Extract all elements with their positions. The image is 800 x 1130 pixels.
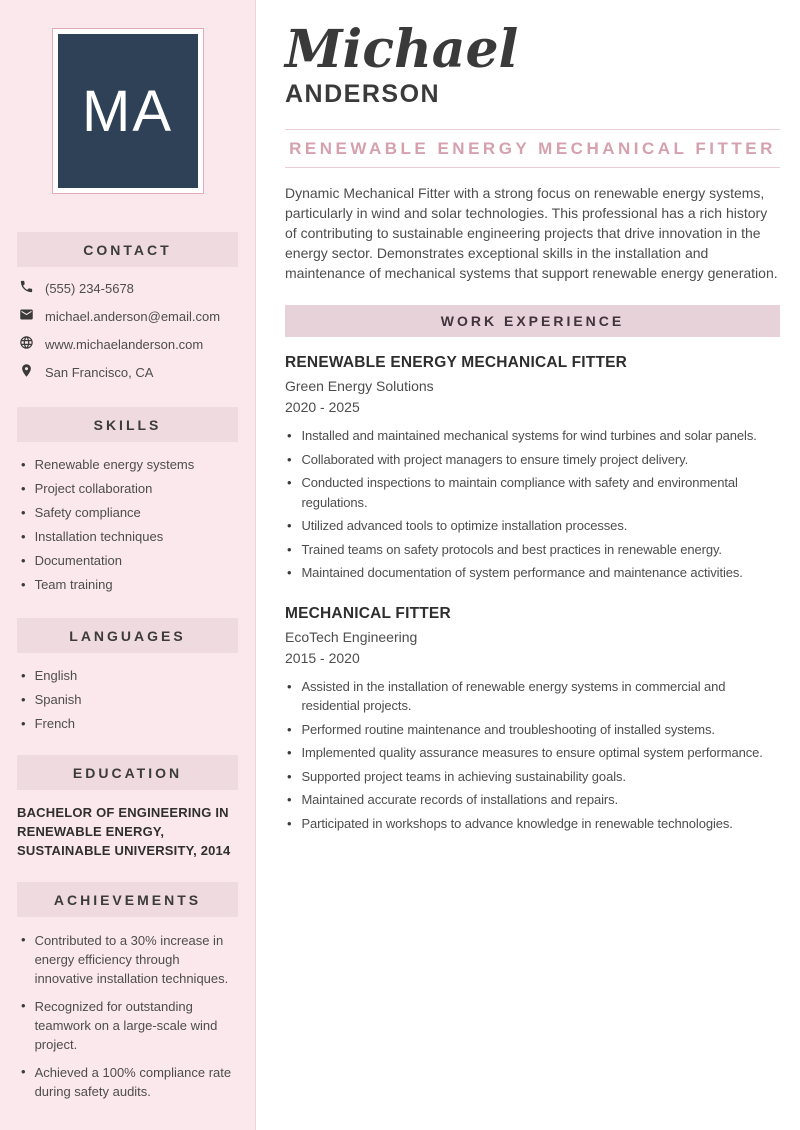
bullet-icon: •: [287, 541, 292, 557]
job-bullet-text: Participated in workshops to advance knowledge in renewable technologies.: [301, 815, 733, 831]
bullet-icon: •: [21, 692, 26, 707]
job-bullet-text: Supported project teams in achieving sustainability goals.: [301, 768, 626, 784]
contact-list: [17, 279, 238, 381]
job-bullet: [285, 516, 780, 536]
job-title: MECHANICAL FITTER: [285, 604, 451, 622]
job-title: RENEWABLE ENERGY MECHANICAL FITTER: [285, 354, 628, 371]
last-name: ANDERSON: [285, 80, 441, 108]
job-bullet: [285, 720, 780, 740]
bullet-icon: •: [287, 565, 292, 580]
contact-email: michael.anderson@email.com: [45, 308, 221, 324]
job-bullet: [285, 473, 780, 512]
bullet-icon: •: [21, 998, 26, 1013]
bullet-icon: •: [287, 792, 292, 807]
language-text: English: [34, 668, 78, 683]
bullet-icon: •: [21, 505, 26, 520]
job-bullet: [285, 767, 780, 787]
job-bullet-text: Trained teams on safety protocols and best practices in renewable energy.: [301, 541, 722, 557]
job-company: Green Energy Solutions: [285, 378, 434, 394]
contact-website: www.michaelanderson.com: [45, 336, 204, 352]
job-bullet-text: Maintained documentation of system performance and maintenance activities.: [301, 565, 743, 580]
skill-text: Renewable energy systems: [34, 457, 195, 472]
work-experience-section-title: WORK EXPERIENCE: [285, 305, 780, 337]
skill-item: [17, 552, 238, 570]
skill-item: [17, 456, 238, 474]
skill-item: [17, 576, 238, 594]
bullet-icon: •: [287, 678, 292, 694]
job-bullet: [285, 426, 780, 446]
bullet-icon: •: [21, 716, 26, 731]
role-title: RENEWABLE ENERGY MECHANICAL FITTER: [289, 139, 776, 158]
location-icon: [19, 363, 34, 381]
sidebar: [0, 0, 256, 1130]
language-text: French: [34, 716, 76, 731]
job-dates: 2020 - 2025: [285, 399, 360, 415]
job-bullet-list: [285, 426, 780, 583]
language-item: [17, 715, 238, 733]
achievements-list: [17, 931, 238, 1101]
bullet-icon: •: [287, 721, 292, 737]
email-icon: [19, 307, 34, 325]
bullet-icon: •: [287, 745, 292, 760]
skills-list: [17, 456, 238, 594]
skill-text: Installation techniques: [34, 529, 164, 544]
job-bullet-text: Implemented quality assurance measures to ensure optimal system performance.: [301, 745, 763, 760]
language-item: [17, 691, 238, 709]
language-item: [17, 667, 238, 685]
bullet-icon: •: [21, 457, 26, 472]
job-dates: 2015 - 2020: [285, 649, 360, 666]
contact-row-website: [17, 335, 238, 353]
contact-row-phone: [17, 279, 238, 297]
bullet-icon: •: [287, 815, 292, 831]
monogram-initials: MA: [82, 78, 173, 144]
professional-summary: Dynamic Mechanical Fitter with a strong focus on renewable energy systems, particularly in wind and solar technologies. This professional has a rich history of contributing to sustainable engineering projects that drive innovation in the energy sector. Demonstrates exceptional skills in the installation and maintenance of mechanical systems that support renewable energy generation.: [285, 185, 778, 281]
job-bullet-text: Maintained accurate records of installations and repairs.: [301, 792, 619, 807]
job-bullet-text: Utilized advanced tools to optimize installation processes.: [301, 518, 628, 533]
phone-icon: [19, 279, 34, 297]
bullet-icon: •: [21, 577, 26, 592]
skills-section-title: SKILLS: [17, 407, 238, 442]
skill-text: Safety compliance: [34, 505, 141, 520]
skill-text: Team training: [34, 577, 113, 592]
skill-text: Documentation: [34, 553, 123, 568]
bullet-icon: •: [21, 553, 26, 568]
globe-icon: [19, 335, 34, 353]
languages-section-title: LANGUAGES: [17, 618, 238, 653]
job-bullet-text: Performed routine maintenance and troubleshooting of installed systems.: [301, 721, 715, 737]
bullet-icon: •: [287, 475, 292, 490]
bullet-icon: •: [21, 1064, 26, 1079]
bullet-icon: •: [21, 932, 26, 947]
job-bullet: [285, 743, 780, 763]
monogram-frame: [52, 28, 204, 194]
job-bullet: [285, 563, 780, 583]
job-bullet: [285, 450, 780, 470]
monogram-box: [58, 34, 198, 188]
job-bullet: [285, 814, 780, 834]
skill-item: [17, 480, 238, 498]
job-entry: [285, 605, 780, 834]
bullet-icon: •: [21, 529, 26, 544]
job-bullet-text: Conducted inspections to maintain compliance with safety and environmental regulations.: [301, 475, 738, 510]
bullet-icon: •: [21, 481, 26, 496]
bullet-icon: •: [287, 451, 292, 467]
job-bullet-text: Installed and maintained mechanical systems for wind turbines and solar panels.: [301, 428, 757, 443]
bullet-icon: •: [287, 518, 292, 533]
bullet-icon: •: [287, 768, 292, 784]
education-section-title: EDUCATION: [17, 755, 238, 790]
job-bullet-text: Assisted in the installation of renewable energy systems in commercial and residential projects.: [301, 678, 726, 713]
achievement-text: Recognized for outstanding teamwork on a large-scale wind project.: [34, 999, 218, 1052]
main-column: [257, 0, 800, 1130]
achievement-item: [17, 1063, 238, 1101]
job-bullet-list: [285, 677, 780, 834]
divider: [285, 167, 780, 168]
achievement-text: Achieved a 100% compliance rate during safety audits.: [34, 1065, 232, 1099]
job-bullet-text: Collaborated with project managers to ensure timely project delivery.: [301, 451, 689, 467]
languages-list: [17, 667, 238, 733]
job-bullet: [285, 790, 780, 810]
contact-phone: (555) 234-5678: [45, 280, 134, 296]
job-entry: [285, 354, 780, 583]
skill-text: Project collaboration: [34, 481, 153, 496]
bullet-icon: •: [21, 668, 26, 683]
skill-item: [17, 528, 238, 546]
bullet-icon: •: [287, 428, 292, 443]
job-bullet: [285, 540, 780, 560]
achievement-item: [17, 997, 238, 1054]
language-text: Spanish: [34, 692, 82, 707]
contact-row-location: [17, 363, 238, 381]
job-company: EcoTech Engineering: [285, 628, 418, 645]
achievement-text: Contributed to a 30% increase in energy efficiency through innovative installation techniques.: [34, 933, 229, 986]
contact-row-email: [17, 307, 238, 325]
contact-section-title: CONTACT: [17, 232, 238, 267]
contact-location: San Francisco, CA: [45, 364, 154, 380]
achievement-item: [17, 931, 238, 988]
first-name: Michael: [285, 19, 519, 80]
skill-item: [17, 504, 238, 522]
education-degree: BACHELOR OF ENGINEERING IN RENEWABLE ENERGY, SUSTAINABLE UNIVERSITY, 2014: [17, 805, 231, 858]
achievements-section-title: ACHIEVEMENTS: [17, 882, 238, 917]
job-bullet: [285, 677, 780, 716]
